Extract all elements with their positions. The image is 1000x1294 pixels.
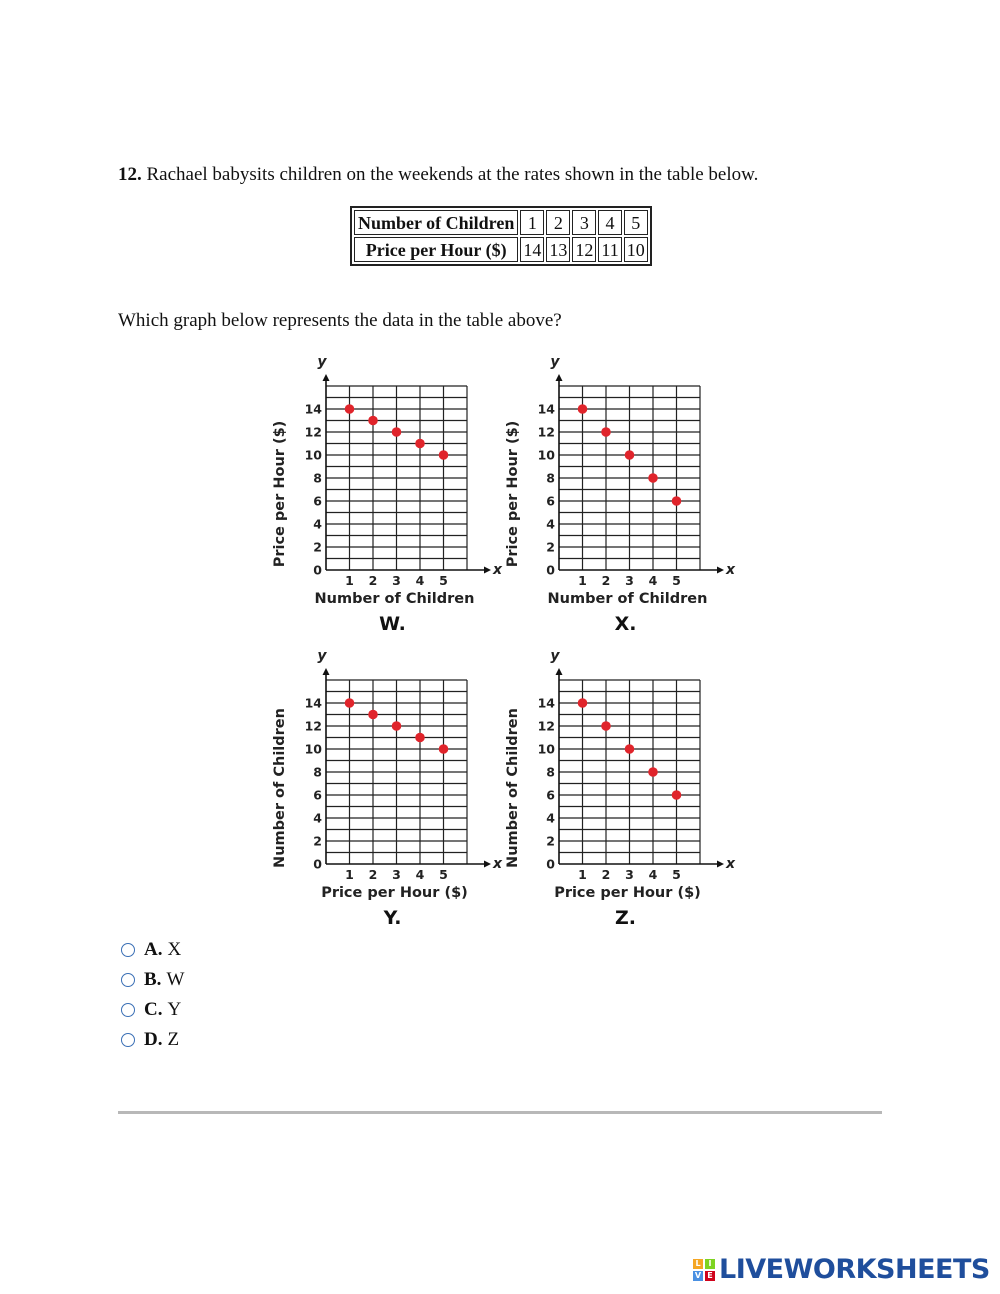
table-cell: 5 [624, 210, 648, 235]
data-table [350, 206, 652, 266]
y-variable-label: y [317, 354, 327, 370]
y-tick-label: 12 [537, 424, 555, 440]
question-number: 12. [118, 164, 142, 185]
x-tick-label: 1 [345, 573, 354, 588]
y-tick-label: 0 [546, 562, 555, 578]
logo-mark-letter: I [705, 1259, 715, 1269]
option-text: X [167, 939, 182, 960]
y-axis-arrow-icon [556, 374, 563, 381]
x-tick-label: 1 [578, 573, 587, 588]
question-body: Rachael babysits children on the weekends at the rates shown in the table below. [141, 164, 759, 185]
y-tick-label: 6 [546, 493, 555, 509]
x-axis-arrow-icon [484, 567, 491, 574]
x-axis-title: Price per Hour ($) [554, 885, 701, 901]
x-variable-label: x [726, 856, 736, 872]
x-tick-label: 4 [415, 573, 425, 588]
question-text [118, 163, 758, 187]
graph-svg [505, 646, 745, 931]
x-tick-label: 3 [392, 867, 401, 882]
option-letter: D. [144, 1029, 163, 1050]
y-tick-label: 2 [313, 833, 322, 849]
answer-options [121, 935, 184, 1055]
table-cell: 10 [624, 237, 648, 262]
y-variable-label: y [550, 354, 560, 370]
y-tick-label: 4 [313, 810, 322, 826]
x-tick-label: 4 [648, 573, 658, 588]
radio-icon[interactable] [121, 1003, 135, 1017]
data-point [345, 404, 355, 414]
data-point [672, 790, 682, 800]
radio-icon[interactable] [121, 973, 135, 987]
y-tick-label: 8 [313, 764, 322, 780]
y-variable-label: y [317, 648, 327, 664]
y-tick-label: 4 [313, 516, 322, 532]
graph-w [272, 352, 512, 637]
option-letter: B. [144, 969, 162, 990]
x-tick-label: 1 [345, 867, 354, 882]
x-axis-arrow-icon [717, 861, 724, 868]
table-cell: 3 [572, 210, 596, 235]
x-tick-label: 3 [625, 573, 634, 588]
graph-caption: Z. [615, 907, 636, 929]
table-row-label: Number of Children [354, 210, 518, 235]
y-tick-label: 12 [537, 718, 555, 734]
y-axis-arrow-icon [323, 668, 330, 675]
y-tick-label: 12 [304, 718, 322, 734]
table-cell: 1 [520, 210, 544, 235]
y-tick-label: 4 [546, 810, 555, 826]
x-tick-label: 5 [672, 867, 681, 882]
logo-mark-icon [693, 1259, 715, 1281]
x-axis-arrow-icon [484, 861, 491, 868]
x-axis-title: Price per Hour ($) [321, 885, 468, 901]
x-tick-label: 3 [625, 867, 634, 882]
x-tick-label: 4 [415, 867, 425, 882]
data-point [368, 710, 378, 720]
option-text: W [166, 969, 185, 990]
section-divider [118, 1111, 882, 1114]
y-tick-label: 2 [546, 539, 555, 555]
y-tick-label: 8 [546, 764, 555, 780]
x-axis-title: Number of Children [547, 591, 708, 607]
y-tick-label: 4 [546, 516, 555, 532]
y-axis-arrow-icon [323, 374, 330, 381]
table-cell: 11 [598, 237, 621, 262]
data-point [578, 698, 588, 708]
data-point [601, 427, 611, 437]
radio-icon[interactable] [121, 1033, 135, 1047]
x-axis-arrow-icon [717, 567, 724, 574]
graph-svg [272, 352, 512, 637]
y-tick-label: 8 [313, 470, 322, 486]
prompt-text: Which graph below represents the data in the table above? [118, 310, 562, 331]
graph-svg [272, 646, 512, 931]
data-point [625, 744, 635, 754]
y-tick-label: 14 [304, 401, 322, 417]
table-row-label: Price per Hour ($) [354, 237, 518, 262]
table-cell: 2 [546, 210, 570, 235]
x-tick-label: 5 [439, 573, 448, 588]
y-tick-label: 6 [546, 787, 555, 803]
x-tick-label: 2 [601, 867, 611, 882]
graph-caption: Y. [383, 907, 402, 929]
liveworksheets-logo[interactable] [693, 1254, 990, 1285]
option-text: Z [167, 1029, 180, 1050]
data-point [415, 439, 425, 449]
y-tick-label: 10 [537, 741, 555, 757]
graph-svg [505, 352, 745, 637]
x-tick-label: 2 [368, 867, 378, 882]
x-tick-label: 2 [368, 573, 378, 588]
data-point [439, 744, 449, 754]
graph-x [505, 352, 745, 637]
graph-z [505, 646, 745, 931]
radio-icon[interactable] [121, 943, 135, 957]
logo-mark-letter: E [705, 1271, 715, 1281]
x-tick-label: 3 [392, 573, 401, 588]
data-point [601, 721, 611, 731]
data-point [439, 450, 449, 460]
x-tick-label: 5 [439, 867, 448, 882]
x-tick-label: 5 [672, 573, 681, 588]
x-variable-label: x [493, 856, 503, 872]
data-point [415, 733, 425, 743]
data-point [672, 496, 682, 506]
data-point [648, 767, 658, 777]
option-letter: C. [144, 999, 163, 1020]
option-d[interactable] [121, 1025, 184, 1055]
y-tick-label: 12 [304, 424, 322, 440]
data-point [392, 721, 402, 731]
x-tick-label: 1 [578, 867, 587, 882]
option-a[interactable] [121, 935, 184, 965]
data-point [648, 473, 658, 483]
y-axis-title: Price per Hour ($) [272, 420, 288, 568]
y-tick-label: 14 [304, 695, 322, 711]
y-tick-label: 14 [537, 695, 555, 711]
data-point [392, 427, 402, 437]
option-text: Y [167, 999, 182, 1020]
y-axis-arrow-icon [556, 668, 563, 675]
graph-y [272, 646, 512, 931]
y-tick-label: 0 [313, 562, 322, 578]
x-tick-label: 4 [648, 867, 658, 882]
table-cell: 13 [546, 237, 570, 262]
data-point [625, 450, 635, 460]
y-tick-label: 0 [546, 856, 555, 872]
data-point [345, 698, 355, 708]
logo-mark-letter: L [693, 1259, 703, 1269]
y-tick-label: 10 [537, 447, 555, 463]
logo-mark-letter: V [694, 1271, 702, 1280]
y-tick-label: 8 [546, 470, 555, 486]
option-letter: A. [144, 939, 163, 960]
y-axis-title: Number of Children [272, 708, 288, 868]
y-variable-label: y [550, 648, 560, 664]
y-tick-label: 2 [313, 539, 322, 555]
table-row [354, 210, 648, 235]
y-tick-label: 14 [537, 401, 555, 417]
data-point [578, 404, 588, 414]
table-cell: 12 [572, 237, 596, 262]
logo-text: LIVEWORKSHEETS [719, 1254, 990, 1285]
y-axis-title: Number of Children [505, 708, 521, 868]
y-tick-label: 6 [313, 493, 322, 509]
y-tick-label: 10 [304, 741, 322, 757]
y-axis-title: Price per Hour ($) [505, 420, 521, 568]
x-variable-label: x [726, 562, 736, 578]
table-row [354, 237, 648, 262]
y-tick-label: 6 [313, 787, 322, 803]
table-cell: 14 [520, 237, 544, 262]
graph-caption: X. [614, 613, 637, 635]
x-tick-label: 2 [601, 573, 611, 588]
option-b[interactable] [121, 965, 184, 995]
y-tick-label: 0 [313, 856, 322, 872]
x-axis-title: Number of Children [314, 591, 475, 607]
x-variable-label: x [493, 562, 503, 578]
y-tick-label: 2 [546, 833, 555, 849]
table-cell: 4 [598, 210, 621, 235]
y-tick-label: 10 [304, 447, 322, 463]
graph-caption: W. [379, 613, 406, 635]
data-point [368, 416, 378, 426]
option-c[interactable] [121, 995, 184, 1025]
